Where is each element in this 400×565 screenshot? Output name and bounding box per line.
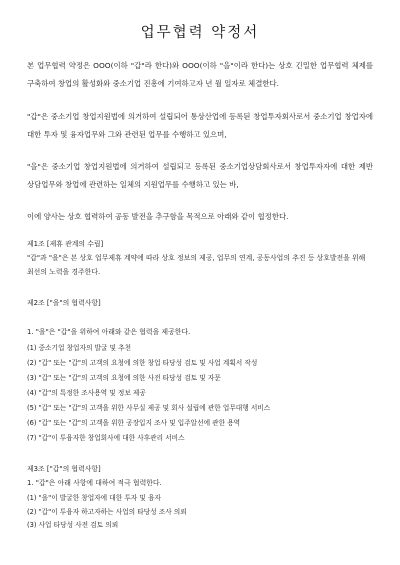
article-1-body: "갑"과 "을"은 본 상호 업무제휴 계약에 따라 상호 정보의 제공, 업무의 연계, 공동사업의 추진 등 상호발전을 위해 최선의 노력을 경주한다. bbox=[27, 254, 366, 276]
list-item: (2) "갑" 또는 "갑"의 고객의 요청에 의한 창업 타당성 검토 및 사업 계획서 작성 bbox=[27, 359, 258, 367]
article-1-title: 제1조 [제휴 관계의 수립] bbox=[27, 240, 104, 248]
list-item: (1) 중소기업 창업자의 발굴 및 추천 bbox=[27, 344, 132, 352]
article-3-list bbox=[27, 476, 373, 533]
list-item: (5) "갑" 또는 "갑"의 고객을 위한 사무실 제공 및 회사 설립에 관한 업무대행 서비스 bbox=[27, 404, 271, 412]
article-3-lead: 1. "갑"은 아래 사항에 대하여 적극 협력한다. bbox=[27, 479, 162, 487]
party-a-paragraph: "갑"은 중소기업 창업지원법에 의거하여 설립되어 통상산업에 등록된 창업투자회사로서 중소기업 창업자에 대한 투자 및 융자업무와 그와 관련된 업무를 수행하고 있으며, bbox=[27, 112, 373, 139]
article-3-title: 제3조 ["갑"의 협력사항] bbox=[27, 465, 101, 473]
list-item: (3) 사업 타당성 사전 검토 의뢰 bbox=[27, 521, 119, 530]
party-b-paragraph: "을"은 중소기업 창업지원법에 의거하여 설립되고 등록된 중소기업상담회사로서 창업투자자에 대한 제반 상담업무와 창업에 관련하는 일체의 지원업무를 수행하고 있는 바, bbox=[27, 162, 373, 189]
list-item: (6) "갑" 또는 "갑"의 고객을 위한 공장입지 조사 및 입주알선에 관한 용역 bbox=[27, 419, 241, 427]
list-item: (1) "을"이 발굴한 창업자에 대한 투자 및 융자 bbox=[27, 494, 161, 502]
article-3 bbox=[27, 463, 373, 476]
document-title: 업무협력 약정서 bbox=[140, 25, 260, 41]
article-2-list bbox=[27, 325, 373, 446]
list-item: (7) "갑"이 투융자한 창업회사에 대한 사후관리 서비스 bbox=[27, 434, 185, 442]
article-2-lead: 1. "을"은 "갑"을 위하여 아래와 같은 협력을 제공한다. bbox=[27, 328, 191, 336]
list-item: (2) "갑"이 투융자 하고자하는 사업의 타당성 조사 의뢰 bbox=[27, 507, 187, 516]
list-item: (4) "갑"의 특정한 조사용역 및 정보 제공 bbox=[27, 389, 146, 397]
list-item: (3) "갑" 또는 "갑"의 고객의 요청에 의한 사전 타당성 검토 및 자문 bbox=[27, 374, 221, 382]
article-2 bbox=[27, 297, 373, 310]
article-2-title: 제2조 ["을"의 협력사항] bbox=[27, 299, 101, 307]
agreement-statement: 이에 양사는 상호 협력하여 공동 발전을 추구함을 목적으로 아래와 같이 협정한다. bbox=[27, 212, 289, 221]
article-1 bbox=[27, 238, 373, 279]
intro-paragraph: 본 업무협력 약정은 OOO(이하 "갑"라 한다)와 OOO(이하 "을"이라 한다)는 상호 긴밀한 업무협력 체제를 구축하여 창업의 활성화와 중소기업 진흥에 기여하고자 년 월 일자로 체결한다. bbox=[27, 61, 373, 88]
